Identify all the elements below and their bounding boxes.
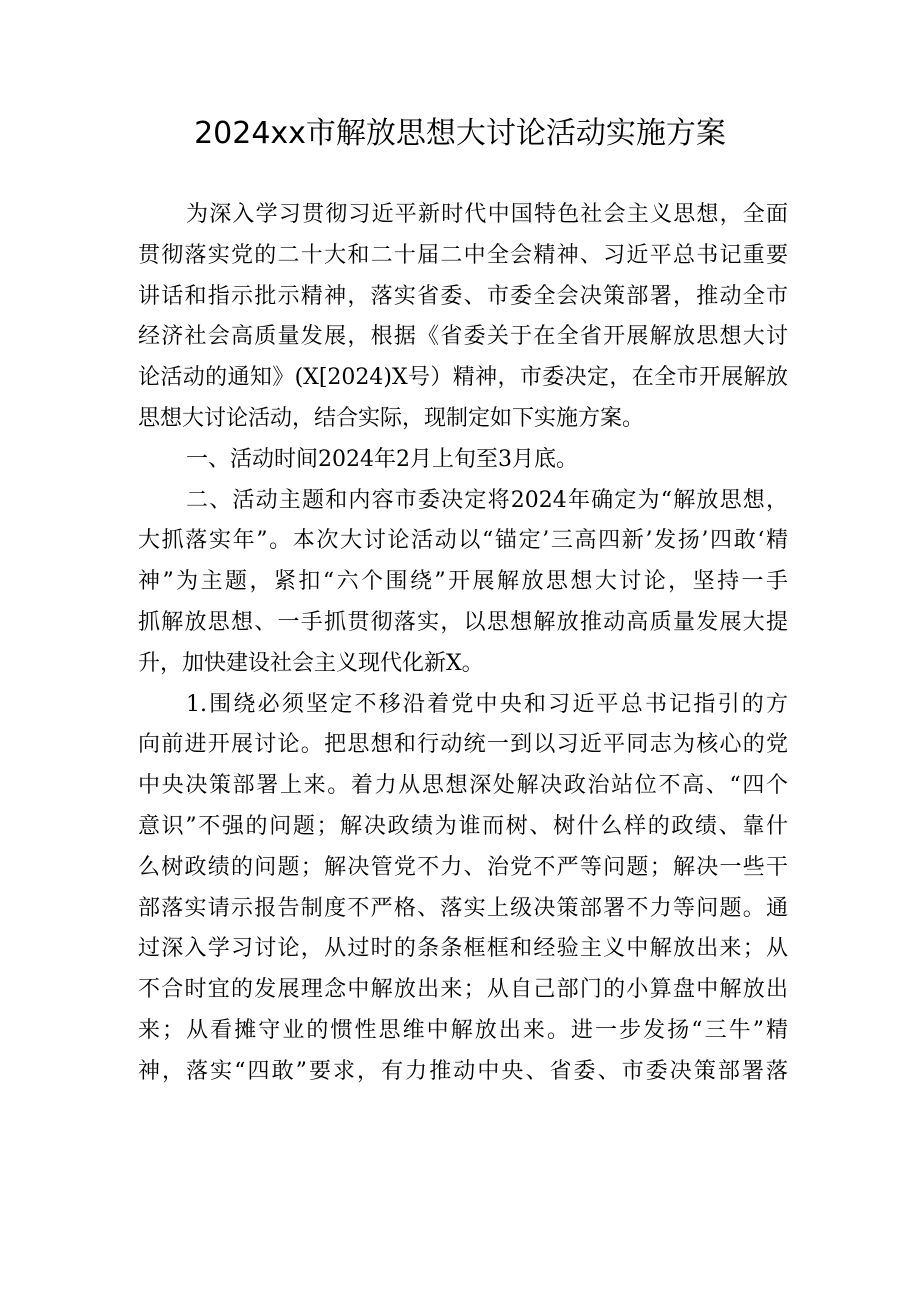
paragraph-line: 讲话和指示批示精神，落实省委、市委全会决策部署，推动全市 [138, 283, 788, 309]
paragraph-line: 部落实请示报告制度不严格、落实上级决策部署不力等问题。通 [138, 895, 788, 921]
paragraph-line: 不合时宜的发展理念中解放出来；从自己部门的小算盘中解放出 [138, 977, 788, 1003]
paragraph-item-1 [138, 685, 788, 1093]
paragraph-activity-time [138, 440, 788, 481]
paragraph-intro [138, 195, 788, 440]
paragraph-line: 论活动的通知》(X[2024)X号）精神，市委决定，在全市开展解放 [138, 365, 788, 391]
paragraph-line: 意识”不强的问题；解决政绩为谁而树、树什么样的政绩、靠什 [138, 813, 788, 839]
paragraph-line: 大抓落实年”。本次大讨论活动以“锚定’三高四新’发扬’四敢‘精 [138, 528, 788, 554]
paragraph-line: 向前进开展讨论。把思想和行动统一到以习近平同志为核心的党 [138, 732, 788, 758]
paragraph-line: 抓解放思想、一手抓贯彻落实，以思想解放推动高质量发展大提 [138, 609, 788, 635]
paragraph-line: 贯彻落实党的二十大和二十届二中全会精神、习近平总书记重要 [138, 242, 788, 268]
paragraph-line: 么树政绩的问题；解决管党不力、治党不严等问题；解决一些干 [138, 854, 788, 880]
paragraph-line: 中央决策部署上来。着力从思想深处解决政治站位不高、“四个 [138, 773, 788, 799]
paragraph-line: 升，加快建设社会主义现代化新X。 [138, 650, 484, 676]
paragraph-line: 经济社会高质量发展，根据《省委关于在全省开展解放思想大讨 [138, 324, 788, 350]
document-body [138, 195, 788, 1093]
paragraph-line: 一、活动时间2024年2月上旬至3月底。 [186, 446, 578, 472]
paragraph-line: 来；从看摊守业的惯性思维中解放出来。进一步发扬“三牛”精 [138, 1017, 788, 1043]
paragraph-line: 为深入学习贯彻习近平新时代中国特色社会主义思想，全面 [186, 202, 788, 227]
paragraph-theme-content [138, 481, 788, 685]
paragraph-line: 神”为主题，紧扣“六个围绕”开展解放思想大讨论，坚持一手 [138, 569, 788, 595]
document-title: 2024xx市解放思想大讨论活动实施方案 [194, 116, 726, 151]
paragraph-line: 过深入学习讨论，从过时的条条框框和经验主义中解放出来；从 [138, 936, 788, 962]
paragraph-line: 1.围绕必须坚定不移沿着党中央和习近平总书记指引的方 [186, 691, 788, 717]
paragraph-line: 思想大讨论活动，结合实际，现制定如下实施方案。 [138, 405, 645, 431]
paragraph-line: 二、活动主题和内容市委决定将2024年确定为“解放思想， [186, 487, 788, 513]
paragraph-line: 神，落实“四敢”要求，有力推动中央、省委、市委决策部署落 [138, 1058, 788, 1084]
